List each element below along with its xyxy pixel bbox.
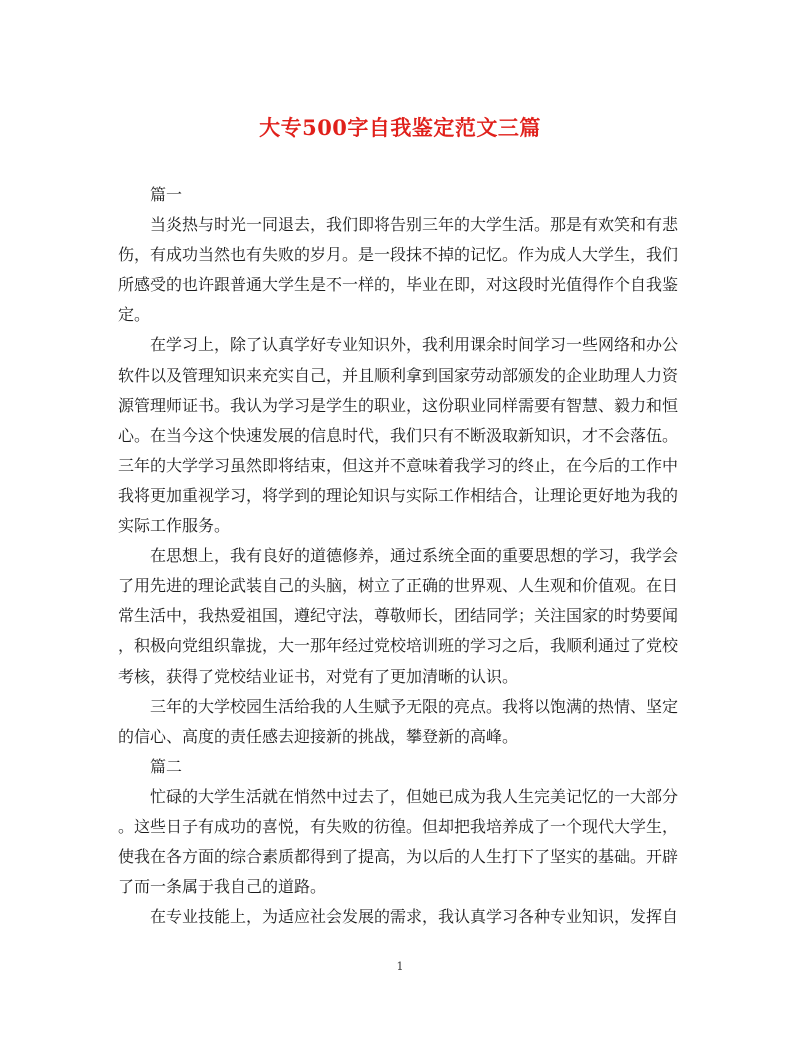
text-line: 源管理师证书。我认为学习是学生的职业，这份职业同样需要有智慧、毅力和恒 — [118, 395, 679, 415]
text-line: 的信心、高度的责任感去迎接新的挑战，攀登新的高峰。 — [118, 726, 519, 746]
text-line: 我将更加重视学习，将学到的理论知识与实际工作相结合，让理论更好地为我的 — [118, 485, 679, 505]
text-line: 在学习上，除了认真学好专业知识外，我利用课余时间学习一些网络和办公 — [150, 335, 679, 355]
document-body — [118, 180, 682, 932]
text-line: 三年的大学学习虽然即将结束，但这并不意味着我学习的终止，在今后的工作中 — [118, 455, 679, 475]
text-line: 忙碌的大学生活就在悄然中过去了，但她已成为我人生完美记忆的一大部分 — [150, 786, 679, 806]
text-line: 常生活中，我热爱祖国，遵纪守法，尊敬师长，团结同学；关注国家的时势要闻 — [118, 606, 679, 626]
text-line: 定。 — [118, 305, 151, 325]
text-line: 三年的大学校园生活给我的人生赋予无限的亮点。我将以饱满的热情、坚定 — [150, 696, 679, 716]
text-line: 实际工作服务。 — [118, 516, 231, 536]
text-line: 当炎热与时光一同退去，我们即将告别三年的大学生活。那是有欢笑和有悲 — [150, 215, 679, 235]
text-line: 在专业技能上，为适应社会发展的需求，我认真学习各种专业知识，发挥自 — [150, 907, 679, 927]
text-line: 。这些日子有成功的喜悦，有失败的彷徨。但却把我培养成了一个现代大学生， — [118, 816, 679, 836]
document-title: 大专500字自我鉴定范文三篇 — [259, 115, 541, 140]
page-number: 1 — [396, 960, 404, 973]
text-line: ，积极向党组织靠拢，大一那年经过党校培训班的学习之后，我顺利通过了党校 — [118, 636, 679, 656]
text-line: 所感受的也许跟普通大学生是不一样的，毕业在即，对这段时光值得作个自我鉴 — [118, 275, 679, 295]
text-line: 篇一 — [150, 185, 183, 204]
text-line: 心。在当今这个快速发展的信息时代，我们只有不断汲取新知识，才不会落伍。 — [118, 425, 679, 445]
text-line: 了而一条属于我自己的道路。 — [118, 877, 327, 897]
text-line: 软件以及管理知识来充实自己，并且顺利拿到国家劳动部颁发的企业助理人力资 — [118, 365, 679, 385]
text-line: 了用先进的理论武装自己的头脑，树立了正确的世界观、人生观和价值观。在日 — [118, 576, 679, 596]
text-line: 伤，有成功当然也有失败的岁月。是一段抹不掉的记忆。作为成人大学生，我们 — [118, 245, 679, 265]
text-line: 考核，获得了党校结业证书，对党有了更加清晰的认识。 — [118, 666, 519, 686]
text-line: 使我在各方面的综合素质都得到了提高，为以后的人生打下了坚实的基础。开辟 — [118, 847, 679, 867]
text-line: 在思想上，我有良好的道德修养，通过系统全面的重要思想的学习，我学会 — [150, 546, 679, 566]
text-line: 篇二 — [150, 756, 183, 776]
